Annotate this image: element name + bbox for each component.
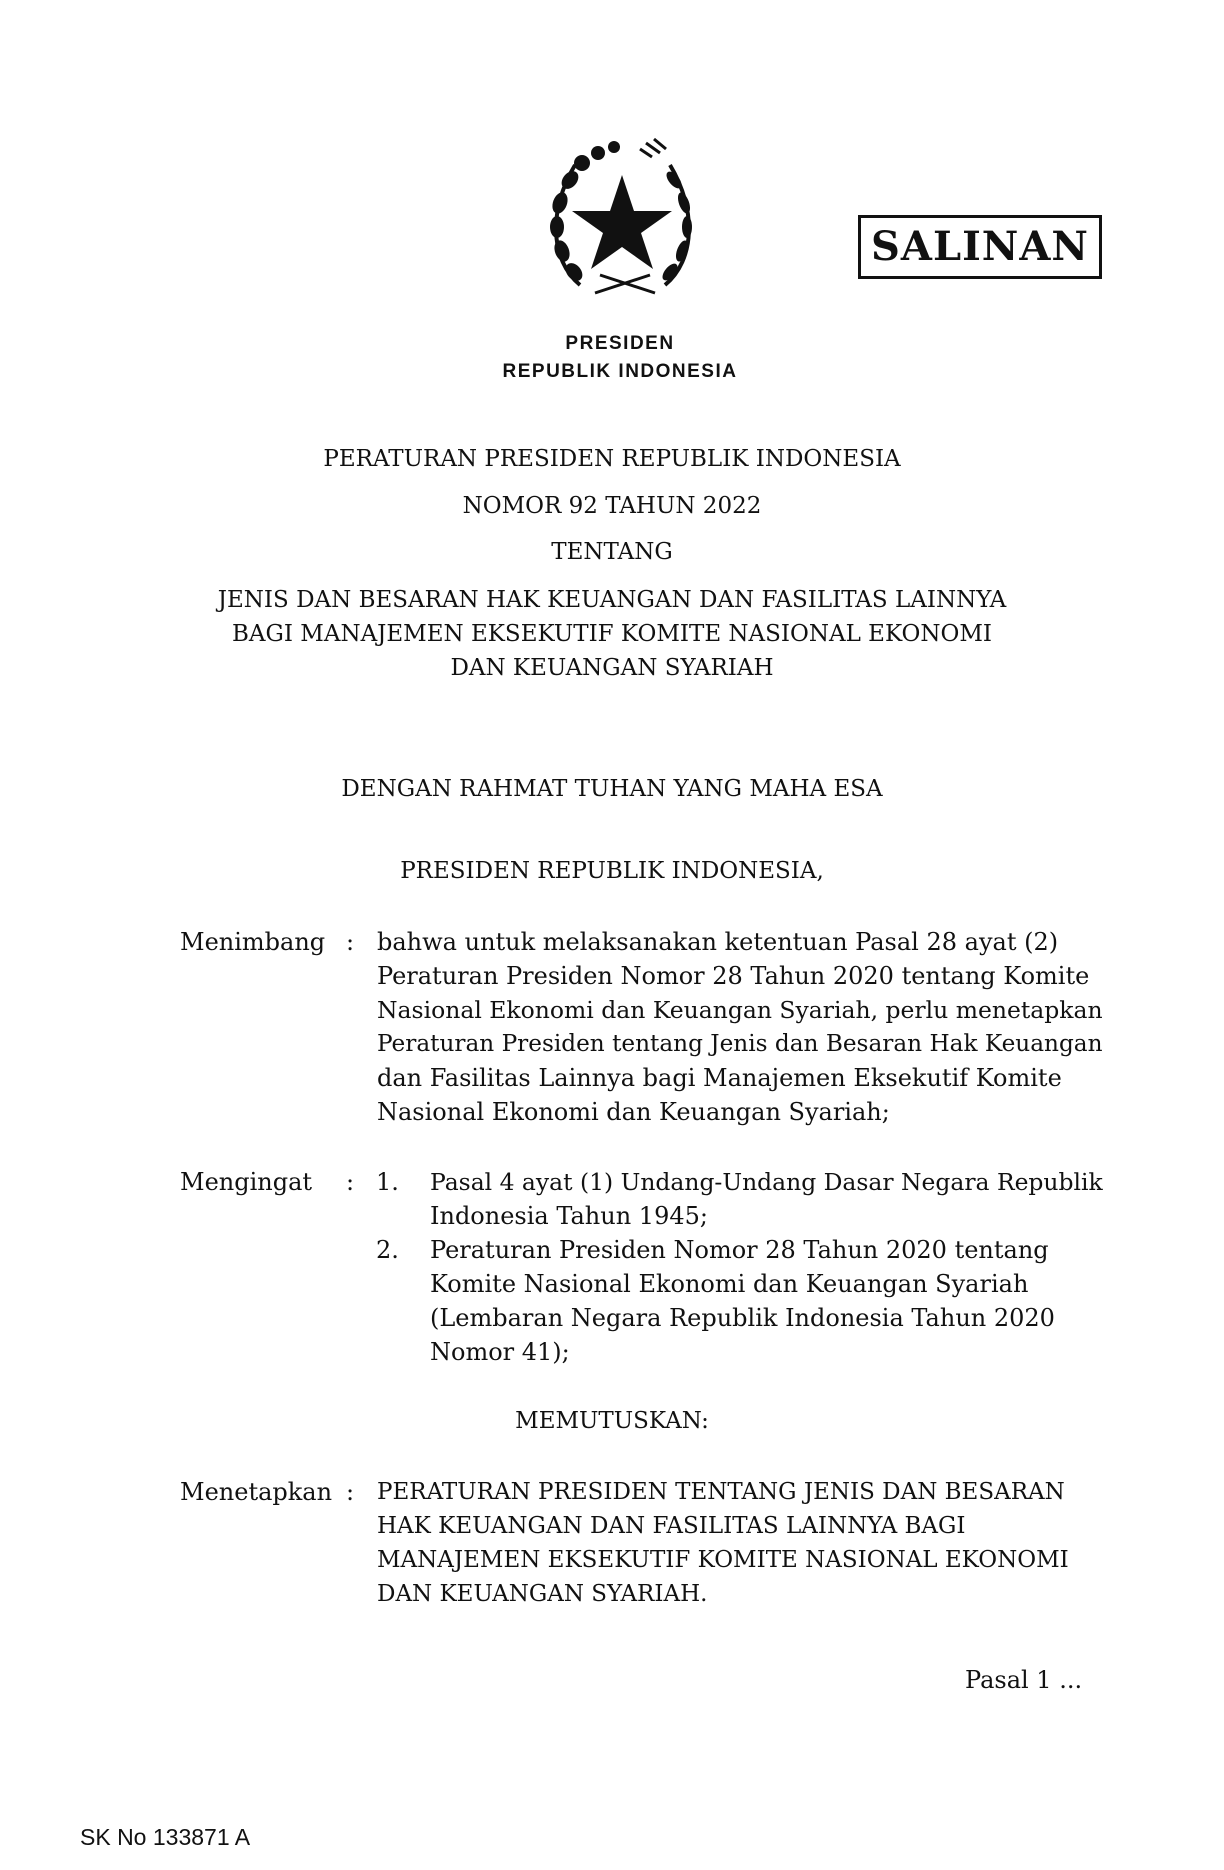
mengingat-item-line: Indonesia Tahun 1945;: [430, 1202, 708, 1230]
mengingat-item-line: Komite Nasional Ekonomi dan Keuangan Syariah: [430, 1270, 1029, 1298]
menetapkan-line: MANAJEMEN EKSEKUTIF KOMITE NASIONAL EKONOMI: [377, 1547, 1069, 1573]
mengingat-item-line: Nomor 41);: [430, 1338, 570, 1366]
menimbang-line: Peraturan Presiden Nomor 28 Tahun 2020 tentang Komite: [377, 962, 1090, 990]
mengingat-item-line: Peraturan Presiden Nomor 28 Tahun 2020 tentang: [430, 1236, 1049, 1264]
menetapkan-line: PERATURAN PRESIDEN TENTANG JENIS DAN BESARAN: [377, 1479, 1065, 1505]
mengingat-item-line: (Lembaran Negara Republik Indonesia Tahun 2020: [430, 1304, 1055, 1332]
menimbang-line: dan Fasilitas Lainnya bagi Manajemen Eksekutif Komite: [377, 1064, 1062, 1092]
mengingat-colon: :: [346, 1168, 355, 1196]
regulation-subject-line: JENIS DAN BESARAN HAK KEUANGAN DAN FASILITAS LAINNYA: [217, 587, 1007, 613]
regulation-title: PERATURAN PRESIDEN REPUBLIK INDONESIA: [323, 446, 901, 472]
issuer-line-republik: REPUBLIK INDONESIA: [502, 361, 738, 382]
regulation-number: NOMOR 92 TAHUN 2022: [462, 493, 762, 519]
memutuskan-heading: MEMUTUSKAN:: [515, 1408, 709, 1434]
invocation: DENGAN RAHMAT TUHAN YANG MAHA ESA: [341, 776, 883, 802]
issuer-line-presiden: PRESIDEN: [565, 333, 675, 354]
emblem-graphic: [540, 135, 705, 303]
menimbang-line: bahwa untuk melaksanakan ketentuan Pasal 28 ayat (2): [377, 928, 1059, 956]
menetapkan-line: DAN KEUANGAN SYARIAH.: [377, 1581, 708, 1607]
menimbang-label: Menimbang: [180, 928, 326, 956]
menetapkan-line: HAK KEUANGAN DAN FASILITAS LAINNYA BAGI: [377, 1513, 966, 1539]
menimbang-line: Peraturan Presiden tentang Jenis dan Besaran Hak Keuangan: [377, 1030, 1103, 1057]
authority-line: PRESIDEN REPUBLIK INDONESIA,: [400, 858, 824, 884]
mengingat-item-number: 2.: [376, 1236, 399, 1264]
menimbang-colon: :: [346, 928, 355, 956]
sk-number: SK No 133871 A: [80, 1824, 251, 1850]
mengingat-item-line: Pasal 4 ayat (1) Undang-Undang Dasar Negara Republik: [430, 1168, 1103, 1196]
mengingat-label: Mengingat: [180, 1168, 313, 1196]
issuer-block: [420, 330, 820, 386]
regulation-subject-line: BAGI MANAJEMEN EKSEKUTIF KOMITE NASIONAL EKONOMI: [232, 621, 992, 647]
garuda-star-emblem-icon: [540, 135, 705, 303]
menimbang-line: Nasional Ekonomi dan Keuangan Syariah, perlu menetapkan: [377, 996, 1103, 1024]
menimbang-line: Nasional Ekonomi dan Keuangan Syariah;: [377, 1098, 890, 1126]
salinan-stamp: SALINAN: [858, 215, 1102, 279]
regulation-subject-line: DAN KEUANGAN SYARIAH: [450, 655, 774, 681]
next-page-indicator: Pasal 1 ...: [965, 1666, 1083, 1694]
mengingat-item-number: 1.: [376, 1168, 399, 1196]
menetapkan-colon: :: [346, 1478, 355, 1506]
menetapkan-label: Menetapkan: [180, 1478, 333, 1506]
regulation-tentang: TENTANG: [551, 539, 673, 565]
